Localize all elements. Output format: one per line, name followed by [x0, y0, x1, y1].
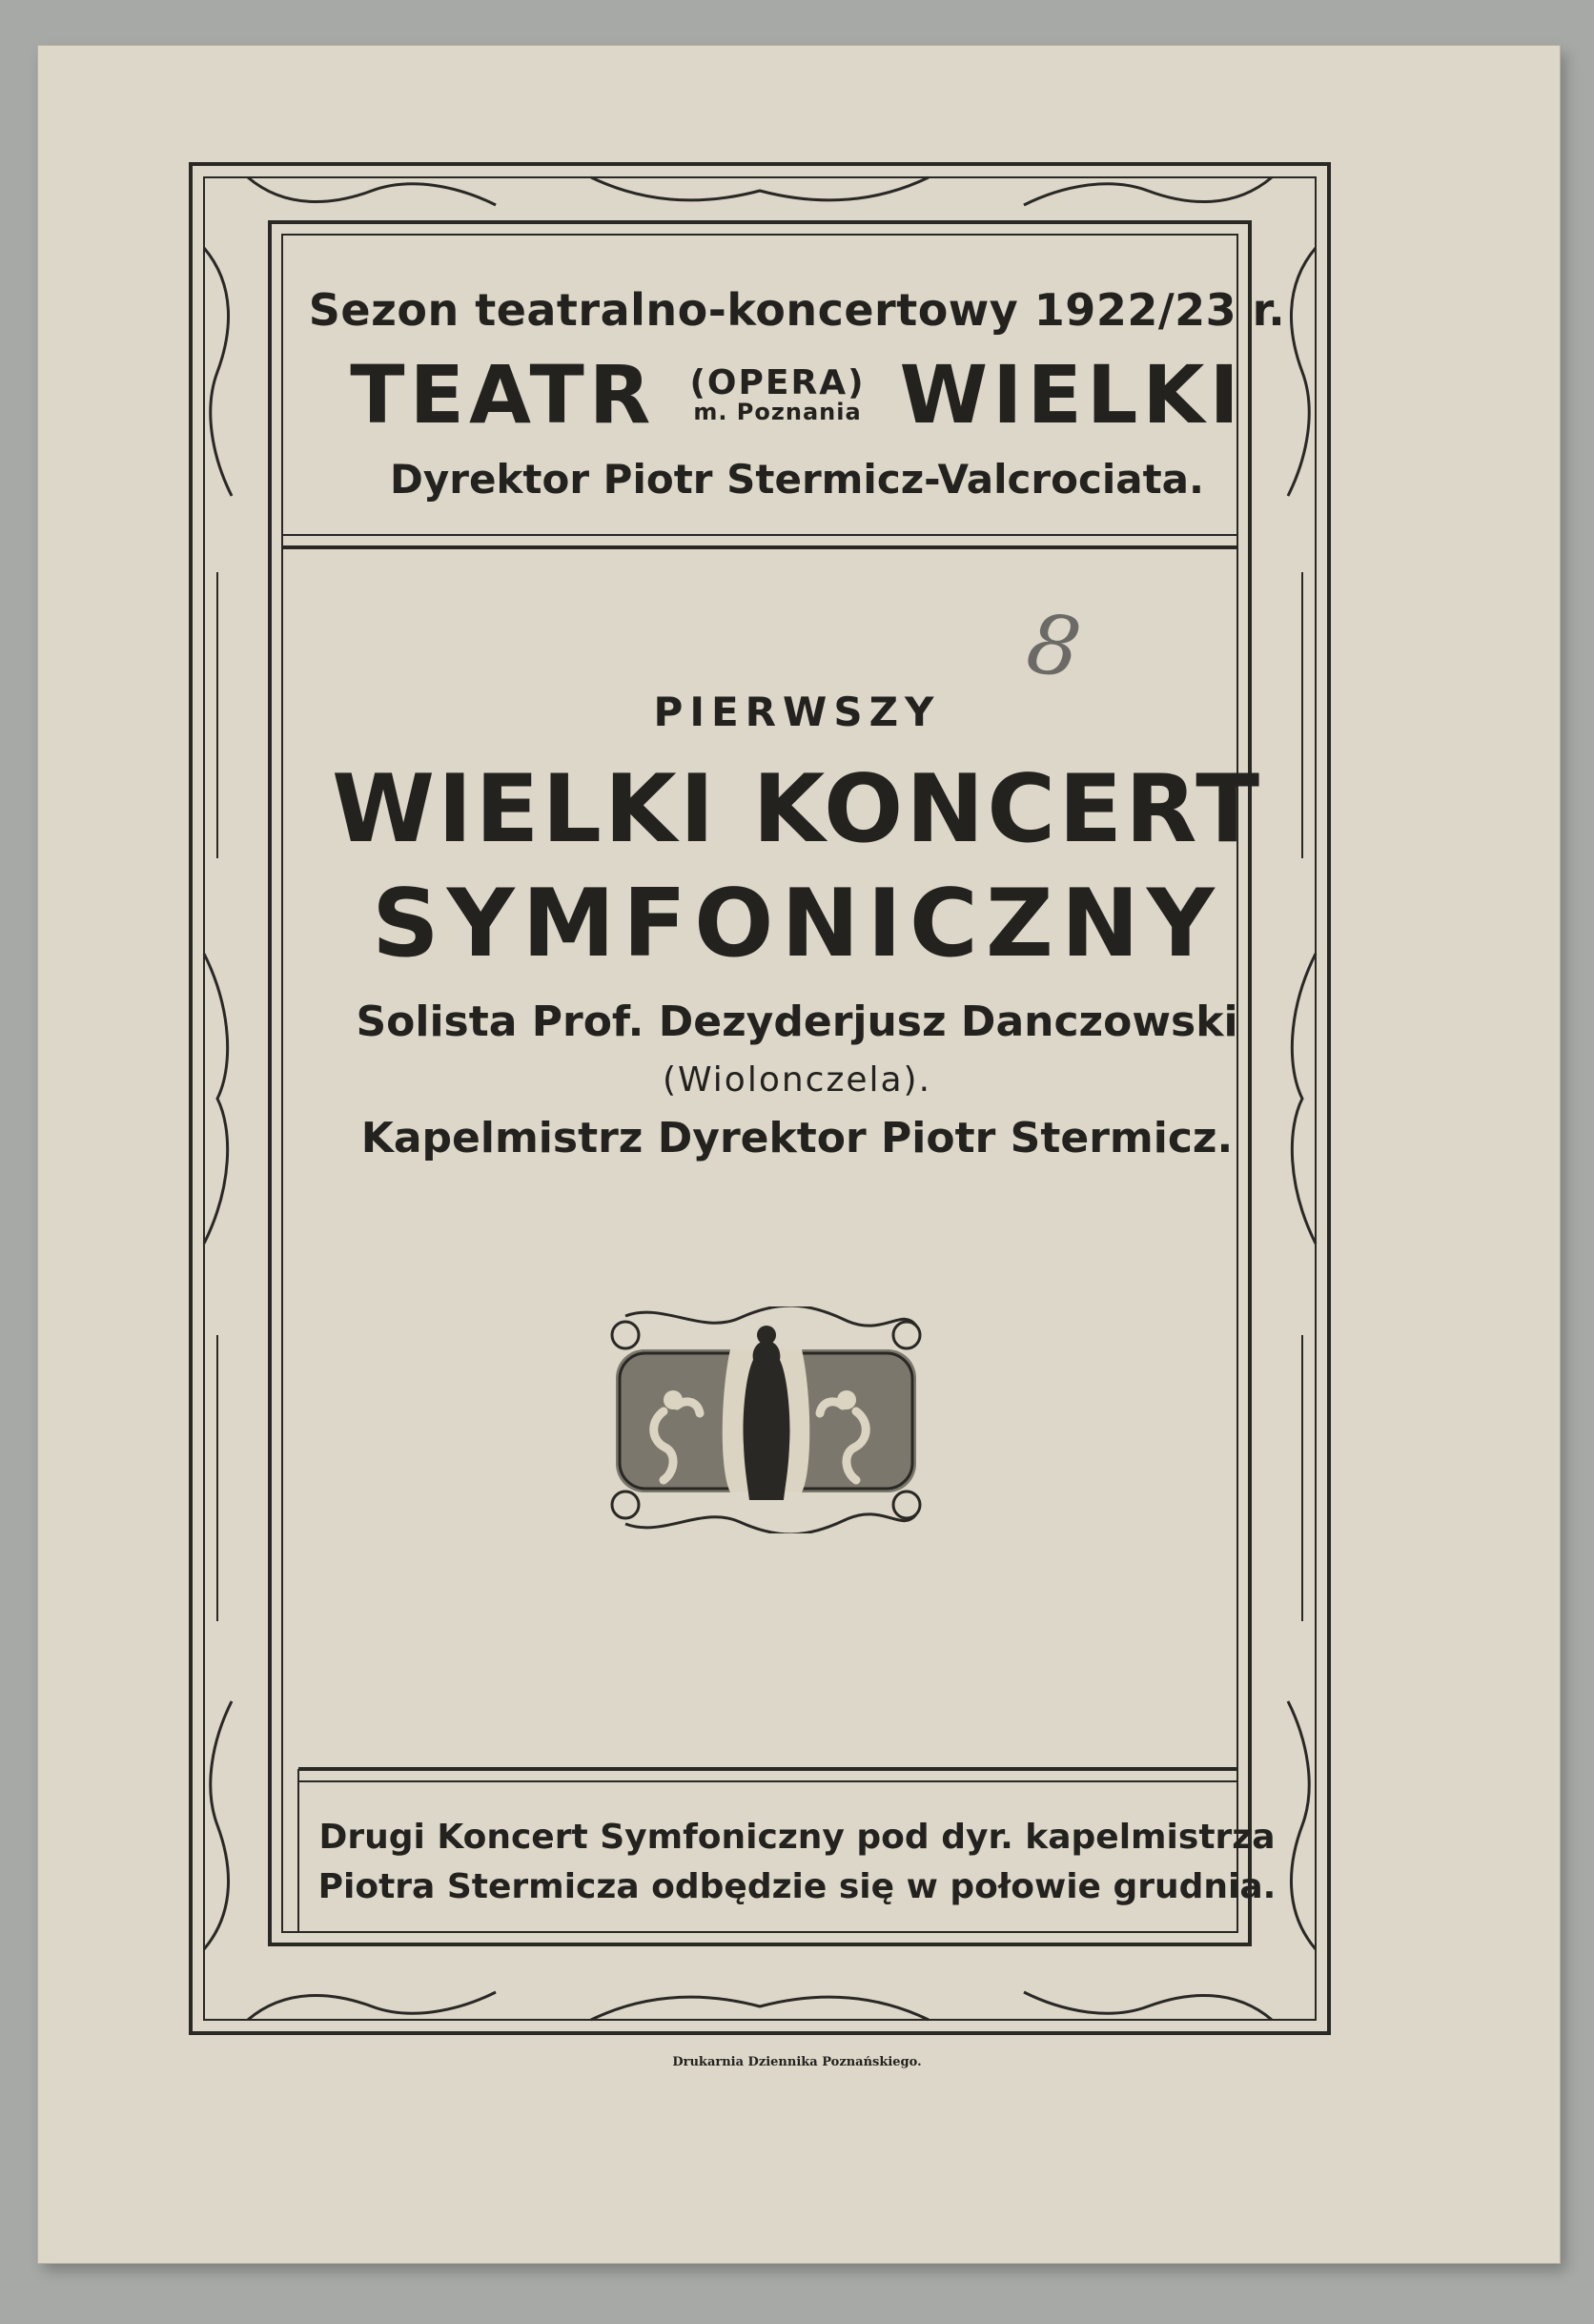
concert-title-line1: WIELKI KONCERT: [331, 755, 1263, 864]
concert-title-line2: SYMFONICZNY: [372, 870, 1222, 978]
first-word: PIERWSZY: [653, 689, 941, 735]
opera-subtitle: [689, 363, 866, 425]
theatre-word: TEATR: [350, 348, 656, 442]
muse-vignette-illustration: [606, 1306, 926, 1533]
city-line: m. Poznania: [693, 399, 862, 425]
great-word: WIELKI: [899, 348, 1244, 442]
printer-imprint: Drukarnia Dziennika Poznańskiego.: [672, 2055, 922, 2069]
opera-word: (OPERA): [689, 363, 866, 402]
instrument-line: (Wiolonczela).: [662, 1060, 932, 1100]
handwritten-number: 8: [1021, 595, 1087, 698]
soloist-line: Solista Prof. Dezyderjusz Danczowski: [356, 997, 1238, 1046]
director-line: Dyrektor Piotr Stermicz-Valcrociata.: [390, 456, 1204, 503]
footer-announcement-line2: Piotra Stermicza odbędzie się w połowie grudnia.: [317, 1867, 1277, 1906]
season-line: Sezon teatralno-koncertowy 1922/23 r.: [308, 284, 1286, 336]
conductor-line: Kapelmistrz Dyrektor Piotr Stermicz.: [360, 1114, 1234, 1162]
theatre-heading: [0, 348, 1594, 442]
footer-announcement-line1: Drugi Koncert Symfoniczny pod dyr. kapelmistrza: [318, 1818, 1276, 1857]
